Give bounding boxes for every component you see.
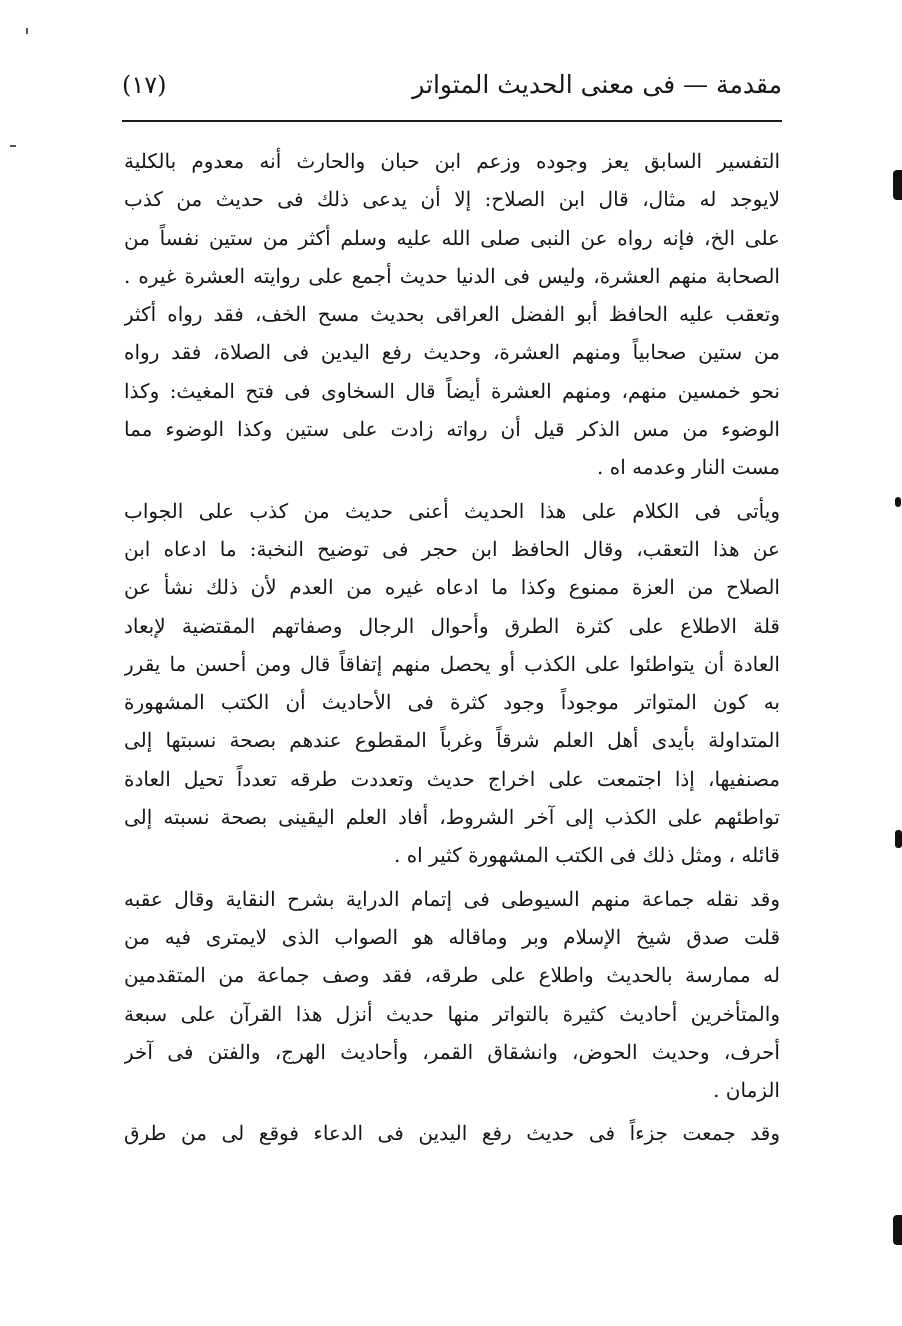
text-line: وقد نقله جماعة منهم السيوطى فى إتمام الدراية بشرح النقاية وقال عقبه	[124, 886, 780, 911]
text-line: على الخ، فإنه رواه عن النبى صلى الله عليه وسلم أكثر من ستين نفساً من	[124, 225, 780, 250]
text-line: الوضوء من مس الذكر قيل أن رواته زادت على ستين وكذا الوضوء مما	[124, 417, 780, 442]
scan-speck	[10, 145, 16, 147]
text-line: قائله ، ومثل ذلك فى الكتب المشهورة كثير اه .	[393, 843, 780, 868]
text-line: الصلاح من العزة ممنوع وكذا ما ادعاه غيره من العدم لأن ذلك نشأ عن	[124, 575, 780, 600]
paragraph-1	[124, 142, 780, 487]
text-line: وتعقب عليه الحافظ أبو الفضل العراقى بحديث مسح الخف، فقد رواه أكثر	[124, 302, 780, 327]
text-line: تواطئهم على الكذب إلى آخر الشروط، أفاد العلم اليقينى بصحة نسبته إلى	[124, 805, 780, 830]
running-title: مقدمة — فى معنى الحديث المتواتر	[412, 70, 782, 99]
text-line: مست النار وعدمه اه .	[597, 455, 780, 480]
text-line: مصنفيها، إذا اجتمعت على اخراج حديث وتعددت طرقه تعدداً تحيل العادة	[124, 766, 780, 791]
paragraph-2	[124, 492, 780, 875]
text-line: والمتأخرين أحاديث كثيرة بالتواتر منها حديث أنزل هذا القرآن على سبعة	[124, 1001, 780, 1026]
scan-edge-mark	[895, 830, 902, 848]
header-divider	[122, 120, 782, 122]
scan-edge-mark	[893, 170, 902, 200]
text-line: من ستين صحابياً ومنهم العشرة، وحديث رفع اليدين فى الصلاة، فقد رواه	[124, 340, 780, 365]
text-line: أحرف، وحديث الحوض، وانشقاق القمر، وأحاديث الهرج، والفتن فى آخر	[124, 1039, 780, 1064]
text-line: الصحابة منهم العشرة، وليس فى الدنيا حديث أجمع على روايته العشرة غيره .	[124, 263, 780, 288]
scan-speck	[26, 28, 28, 34]
text-line: قلت صدق شيخ الإسلام وبر وماقاله هو الصواب الذى لايمترى فيه من	[124, 924, 780, 949]
paragraph-3	[124, 880, 780, 1110]
text-line: به كون المتواتر موجوداً وجود كثرة فى الأحاديث أن الكتب المشهورة	[124, 690, 780, 715]
page-header	[122, 62, 782, 114]
page-number: (١٧)	[122, 71, 167, 99]
text-line: الزمان .	[713, 1078, 780, 1103]
paragraph-4	[124, 1114, 780, 1152]
text-line: التفسير السابق يعز وجوده وزعم ابن حبان والحارث أنه معدوم بالكلية	[124, 149, 780, 173]
body-text	[124, 142, 780, 1153]
text-line: عن هذا التعقب، وقال الحافظ ابن حجر فى توضيح النخبة: ما ادعاه ابن	[124, 536, 780, 561]
scan-edge-mark	[895, 497, 901, 507]
text-line: العادة أن يتواطئوا على الكذب أو يحصل منهم إتفاقاً قال ومن أحسن ما يقرر	[124, 651, 780, 676]
text-line: نحو خمسين منهم، ومنهم العشرة أيضاً قال السخاوى فى فتح المغيث: وكذا	[124, 378, 780, 403]
text-line: لايوجد له مثال، قال ابن الصلاح: إلا أن يدعى ذلك فى حديث من كذب	[124, 187, 780, 212]
text-line: وقد جمعت جزءاً فى حديث رفع اليدين فى الدعاء فوقع لى من طرق	[124, 1121, 780, 1146]
text-line: المتداولة بأيدى أهل العلم شرقاً وغرباً المقطوع عندهم بصحة نسبتها إلى	[124, 728, 780, 753]
text-line: قلة الاطلاع على كثرة الطرق وأحوال الرجال وصفاتهم المقتضية لإبعاد	[124, 613, 780, 638]
text-line: له ممارسة بالحديث واطلاع على طرقه، فقد وصف جماعة من المتقدمين	[124, 963, 780, 988]
text-line: ويأتى فى الكلام على هذا الحديث أعنى حديث من كذب على الجواب	[124, 498, 780, 523]
scan-edge-mark	[893, 1215, 902, 1245]
